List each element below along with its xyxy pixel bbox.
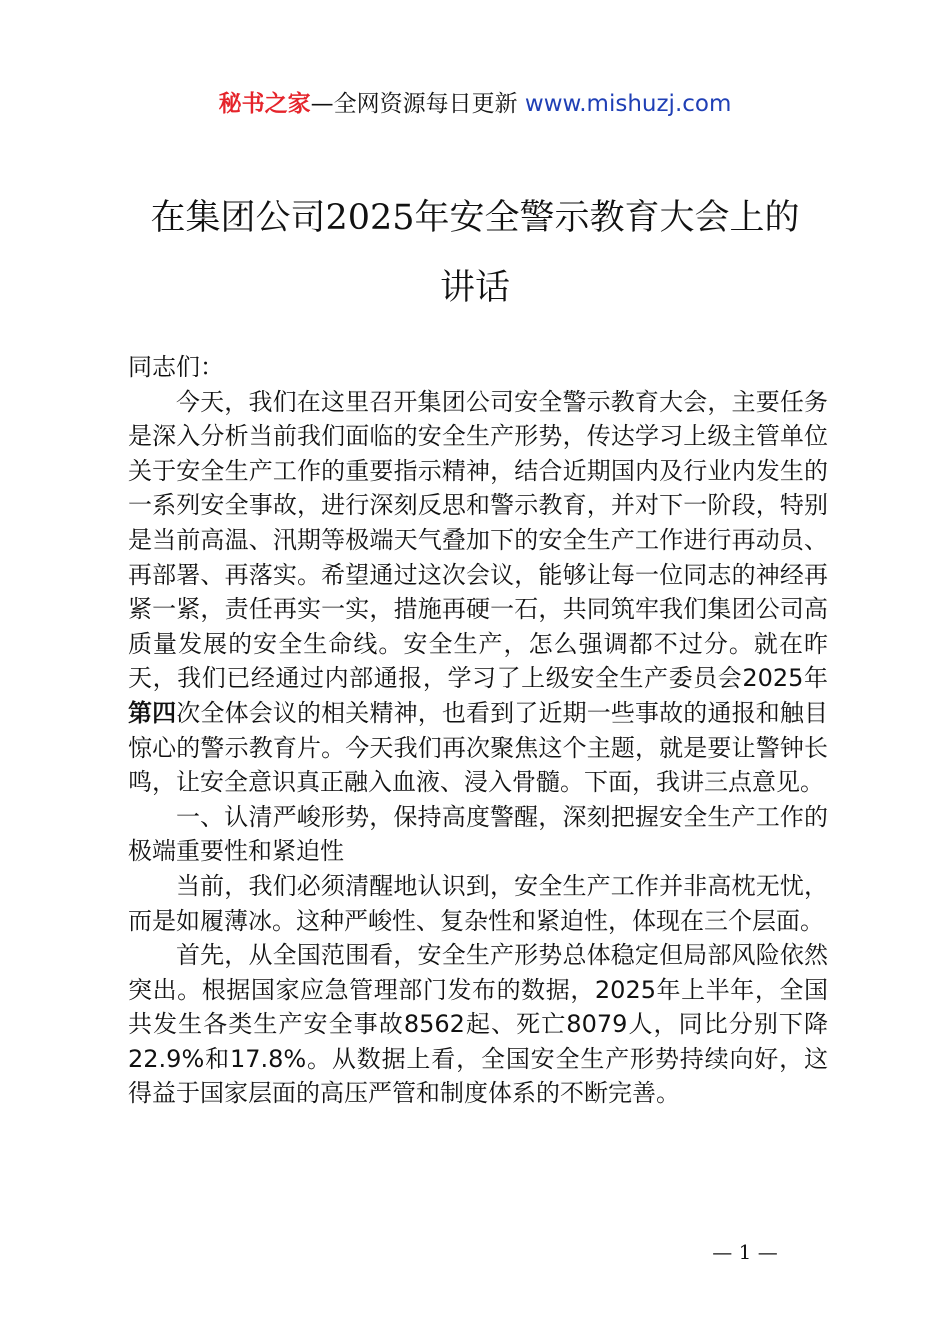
header-tagline: 全网资源每日更新 (333, 91, 525, 117)
intro-text-2: 次全体会议的相关精神，也看到了近期一些事故的通报和触目惊心的警示教育片。今天我们再次聚焦这个主题，就是要让警钟长鸣，让安全意识真正融入血液、浸入骨髓。下面，我讲三点意见。 (128, 698, 829, 797)
page-number: — 1 — (712, 1240, 778, 1264)
section-heading-1: 一、认清严峻形势，保持高度警醒，深刻把握安全生产工作的极端重要性和紧迫性 (128, 802, 828, 866)
header-dash: — (310, 91, 334, 117)
document-body (128, 350, 828, 1111)
brand-name: 秘书之家 (218, 91, 311, 117)
paragraph-intro (128, 385, 828, 800)
paragraph-situation: 当前，我们必须清醒地认识到，安全生产工作并非高枕无忧，而是如履薄冰。这种严峻性、复杂性和紧迫性，体现在三个层面。 (128, 871, 828, 935)
site-url: www.mishuzj.com (524, 91, 732, 117)
title-line-2: 讲话 (439, 268, 510, 308)
site-header (0, 86, 950, 122)
paragraph-national: 首先，从全国范围看，安全生产形势总体稳定但局部风险依然突出。根据国家应急管理部门发布的数据，2025年上半年，全国共发生各类生产安全事故8562起、死亡8079人，同比分别下降22.9%和17.8%。从数据上看，全国安全生产形势持续向好，这得益于国家层面的高压严管和制度体系的不断完善。 (128, 941, 828, 1108)
intro-bold-text: 第四 (128, 698, 177, 727)
title-line-1: 在集团公司2025年安全警示教育大会上的 (150, 198, 800, 238)
salutation: 同志们： (128, 353, 224, 381)
document-title (100, 183, 850, 323)
intro-text-1: 今天，我们在这里召开集团公司安全警示教育大会，主要任务是深入分析当前我们面临的安全生产形势，传达学习上级主管单位关于安全生产工作的重要指示精神，结合近期国内及行业内发生的一系列安全事故，进行深刻反思和警示教育，并对下一阶段，特别是当前高温、汛期等极端天气叠加下的安全生产工作进行再动员、再部署、再落实。希望通过这次会议，能够让每一位同志的神经再紧一紧，责任再实一实，措施再硬一石，共同筑牢我们集团公司高质量发展的安全生命线。安全生产，怎么强调都不过分。就在昨天，我们已经通过内部通报，学习了上级安全生产委员会2025年 (128, 387, 828, 693)
